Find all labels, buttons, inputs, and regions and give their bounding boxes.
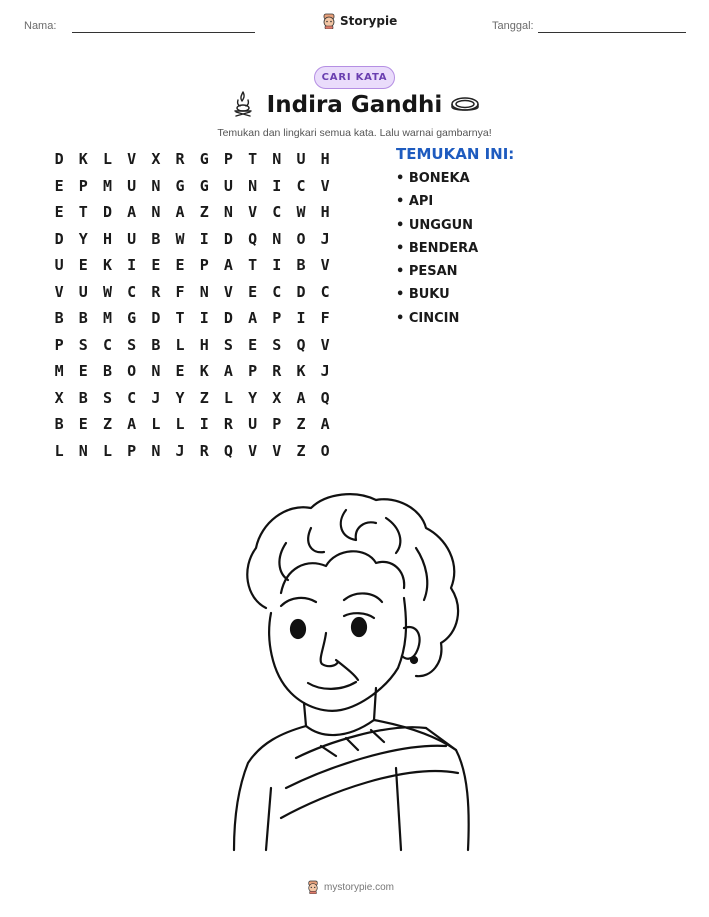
grid-letter[interactable]: V bbox=[272, 441, 282, 460]
grid-letter[interactable]: T bbox=[175, 309, 185, 328]
grid-letter[interactable]: H bbox=[320, 203, 330, 222]
grid-letter[interactable]: J bbox=[320, 229, 330, 248]
grid-letter[interactable]: G bbox=[199, 176, 209, 195]
brand-name: Storypie bbox=[340, 14, 398, 28]
grid-letter[interactable]: E bbox=[175, 256, 185, 275]
grid-letter[interactable]: Y bbox=[248, 388, 258, 407]
grid-letter[interactable]: F bbox=[320, 309, 330, 328]
grid-letter[interactable]: P bbox=[223, 150, 233, 169]
grid-letter[interactable]: G bbox=[175, 176, 185, 195]
activity-badge-label: CARI KATA bbox=[321, 72, 388, 83]
grid-letter[interactable]: C bbox=[272, 203, 282, 222]
word-list-item: • API bbox=[396, 194, 434, 210]
grid-row bbox=[47, 332, 337, 359]
grid-letter[interactable]: T bbox=[248, 256, 258, 275]
grid-letter[interactable]: J bbox=[320, 362, 330, 381]
grid-letter[interactable]: U bbox=[54, 256, 64, 275]
grid-letter[interactable]: U bbox=[78, 282, 88, 301]
grid-letter[interactable]: E bbox=[248, 282, 258, 301]
grid-letter[interactable]: Q bbox=[296, 335, 306, 354]
grid-letter[interactable]: V bbox=[54, 282, 64, 301]
grid-letter[interactable]: D bbox=[54, 150, 64, 169]
word-list-item: • PESAN bbox=[396, 264, 458, 280]
grid-letter[interactable]: E bbox=[151, 256, 161, 275]
grid-letter[interactable]: B bbox=[151, 229, 161, 248]
grid-letter[interactable]: C bbox=[102, 335, 112, 354]
grid-letter[interactable]: V bbox=[248, 203, 258, 222]
grid-letter[interactable]: O bbox=[320, 441, 330, 460]
grid-letter[interactable]: L bbox=[223, 388, 233, 407]
grid-letter[interactable]: N bbox=[248, 176, 258, 195]
grid-letter[interactable]: O bbox=[127, 362, 137, 381]
grid-letter[interactable]: R bbox=[223, 415, 233, 434]
grid-row bbox=[47, 173, 337, 200]
grid-letter[interactable]: D bbox=[151, 309, 161, 328]
grid-letter[interactable]: Z bbox=[296, 441, 306, 460]
grid-letter[interactable]: U bbox=[296, 150, 306, 169]
grid-letter[interactable]: R bbox=[272, 362, 282, 381]
word-list-item: • CINCIN bbox=[396, 310, 460, 326]
grid-letter[interactable]: C bbox=[127, 388, 137, 407]
grid-letter[interactable]: L bbox=[175, 415, 185, 434]
grid-letter[interactable]: D bbox=[223, 309, 233, 328]
grid-row bbox=[47, 226, 337, 253]
grid-letter[interactable]: R bbox=[151, 282, 161, 301]
grid-letter[interactable]: P bbox=[272, 309, 282, 328]
grid-letter[interactable]: Z bbox=[199, 203, 209, 222]
grid-letter[interactable]: E bbox=[54, 203, 64, 222]
activity-badge bbox=[314, 66, 395, 89]
grid-letter[interactable]: S bbox=[102, 388, 112, 407]
grid-letter[interactable]: D bbox=[54, 229, 64, 248]
grid-letter[interactable]: A bbox=[223, 256, 233, 275]
grid-row bbox=[47, 146, 337, 173]
grid-letter[interactable]: A bbox=[296, 388, 306, 407]
grid-letter[interactable]: A bbox=[248, 309, 258, 328]
grid-letter[interactable]: J bbox=[175, 441, 185, 460]
word-list-item: • BUKU bbox=[396, 287, 450, 303]
grid-letter[interactable]: E bbox=[248, 335, 258, 354]
grid-letter[interactable]: B bbox=[54, 309, 64, 328]
storypie-mascot-icon bbox=[322, 13, 336, 29]
grid-letter[interactable]: C bbox=[296, 176, 306, 195]
grid-letter[interactable]: N bbox=[199, 282, 209, 301]
grid-letter[interactable]: Q bbox=[223, 441, 233, 460]
grid-letter[interactable]: N bbox=[151, 441, 161, 460]
grid-letter[interactable]: E bbox=[78, 415, 88, 434]
date-label: Tanggal: bbox=[492, 20, 534, 32]
grid-letter[interactable]: B bbox=[151, 335, 161, 354]
grid-letter[interactable]: K bbox=[102, 256, 112, 275]
grid-letter[interactable]: N bbox=[151, 362, 161, 381]
grid-letter[interactable]: I bbox=[272, 256, 282, 275]
word-list-item: • BENDERA bbox=[396, 240, 479, 256]
grid-letter[interactable]: E bbox=[175, 362, 185, 381]
grid-letter[interactable]: L bbox=[175, 335, 185, 354]
grid-letter[interactable]: S bbox=[127, 335, 137, 354]
grid-letter[interactable]: P bbox=[78, 176, 88, 195]
grid-letter[interactable]: E bbox=[54, 176, 64, 195]
grid-letter[interactable]: I bbox=[199, 309, 209, 328]
grid-letter[interactable]: H bbox=[199, 335, 209, 354]
grid-letter[interactable]: G bbox=[127, 309, 137, 328]
grid-letter[interactable]: C bbox=[272, 282, 282, 301]
date-line[interactable] bbox=[538, 32, 686, 33]
grid-letter[interactable]: R bbox=[199, 441, 209, 460]
grid-row bbox=[47, 199, 337, 226]
grid-letter[interactable]: S bbox=[223, 335, 233, 354]
grid-letter[interactable]: S bbox=[78, 335, 88, 354]
grid-letter[interactable]: P bbox=[54, 335, 64, 354]
word-list bbox=[396, 145, 514, 334]
word-list-item: • BONEKA bbox=[396, 171, 470, 186]
grid-letter[interactable]: R bbox=[175, 150, 185, 169]
grid-letter[interactable]: X bbox=[151, 150, 161, 169]
grid-letter[interactable]: S bbox=[272, 335, 282, 354]
grid-letter[interactable]: L bbox=[102, 441, 112, 460]
word-list-item: • UNGGUN bbox=[396, 217, 474, 233]
grid-letter[interactable]: M bbox=[102, 176, 112, 195]
grid-letter[interactable]: L bbox=[102, 150, 112, 169]
grid-letter[interactable]: N bbox=[151, 176, 161, 195]
grid-letter[interactable]: G bbox=[199, 150, 209, 169]
grid-letter[interactable]: H bbox=[320, 150, 330, 169]
grid-letter[interactable]: C bbox=[320, 282, 330, 301]
grid-letter[interactable]: M bbox=[102, 309, 112, 328]
word-search-grid bbox=[47, 146, 337, 464]
grid-letter[interactable]: U bbox=[127, 176, 137, 195]
grid-letter[interactable]: N bbox=[78, 441, 88, 460]
grid-letter[interactable]: N bbox=[151, 203, 161, 222]
grid-letter[interactable]: W bbox=[102, 282, 112, 301]
storypie-footer-icon bbox=[307, 880, 319, 894]
grid-row bbox=[47, 358, 337, 385]
instructions: Temukan dan lingkari semua kata. Lalu warnai gambarnya! bbox=[217, 127, 492, 139]
grid-letter[interactable]: D bbox=[296, 282, 306, 301]
grid-row bbox=[47, 411, 337, 438]
brand-logo bbox=[322, 13, 397, 29]
grid-row bbox=[47, 438, 337, 465]
grid-letter[interactable]: V bbox=[320, 335, 330, 354]
grid-letter[interactable]: D bbox=[102, 203, 112, 222]
grid-letter[interactable]: K bbox=[199, 362, 209, 381]
grid-letter[interactable]: A bbox=[127, 415, 137, 434]
grid-letter[interactable]: P bbox=[127, 441, 137, 460]
grid-letter[interactable]: I bbox=[272, 176, 282, 195]
grid-letter[interactable]: V bbox=[320, 176, 330, 195]
grid-letter[interactable]: P bbox=[272, 415, 282, 434]
grid-letter[interactable]: N bbox=[272, 150, 282, 169]
grid-row bbox=[47, 305, 337, 332]
grid-letter[interactable]: I bbox=[127, 256, 137, 275]
grid-letter[interactable]: B bbox=[296, 256, 306, 275]
grid-letter[interactable]: B bbox=[78, 309, 88, 328]
grid-letter[interactable]: B bbox=[54, 415, 64, 434]
grid-letter[interactable]: Z bbox=[296, 415, 306, 434]
footer bbox=[307, 880, 394, 894]
grid-letter[interactable]: P bbox=[199, 256, 209, 275]
grid-letter[interactable]: X bbox=[54, 388, 64, 407]
footer-url[interactable]: mystorypie.com bbox=[324, 881, 395, 893]
grid-letter[interactable]: E bbox=[78, 362, 88, 381]
grid-letter[interactable]: T bbox=[248, 150, 258, 169]
grid-letter[interactable]: A bbox=[175, 203, 185, 222]
name-line[interactable] bbox=[72, 32, 255, 33]
grid-letter[interactable]: W bbox=[296, 203, 306, 222]
grid-letter[interactable]: Y bbox=[175, 388, 185, 407]
grid-letter[interactable]: O bbox=[296, 229, 306, 248]
grid-letter[interactable]: A bbox=[223, 362, 233, 381]
grid-letter[interactable]: L bbox=[54, 441, 64, 460]
grid-letter[interactable]: H bbox=[102, 229, 112, 248]
grid-row bbox=[47, 279, 337, 306]
grid-letter[interactable]: U bbox=[127, 229, 137, 248]
grid-letter[interactable]: D bbox=[223, 229, 233, 248]
grid-letter[interactable]: V bbox=[223, 282, 233, 301]
grid-letter[interactable]: I bbox=[199, 229, 209, 248]
grid-letter[interactable]: N bbox=[272, 229, 282, 248]
grid-letter[interactable]: J bbox=[151, 388, 161, 407]
grid-letter[interactable]: E bbox=[78, 256, 88, 275]
grid-letter[interactable]: A bbox=[320, 415, 330, 434]
grid-letter[interactable]: P bbox=[248, 362, 258, 381]
name-label: Nama: bbox=[24, 20, 57, 32]
grid-letter[interactable]: K bbox=[78, 150, 88, 169]
grid-letter[interactable]: W bbox=[175, 229, 185, 248]
grid-letter[interactable]: B bbox=[102, 362, 112, 381]
grid-letter[interactable]: N bbox=[223, 203, 233, 222]
grid-letter[interactable]: Z bbox=[102, 415, 112, 434]
grid-row bbox=[47, 252, 337, 279]
page-title: Indira Gandhi bbox=[266, 92, 443, 118]
grid-letter[interactable]: B bbox=[78, 388, 88, 407]
grid-letter[interactable]: I bbox=[296, 309, 306, 328]
grid-letter[interactable]: F bbox=[175, 282, 185, 301]
grid-letter[interactable]: V bbox=[320, 256, 330, 275]
grid-letter[interactable]: V bbox=[248, 441, 258, 460]
indira-gandhi-illustration bbox=[226, 488, 476, 853]
grid-letter[interactable]: T bbox=[78, 203, 88, 222]
grid-letter[interactable]: U bbox=[223, 176, 233, 195]
grid-letter[interactable]: M bbox=[54, 362, 64, 381]
grid-letter[interactable]: Z bbox=[199, 388, 209, 407]
grid-row bbox=[47, 385, 337, 412]
word-list-title: TEMUKAN INI: bbox=[396, 145, 515, 163]
grid-letter[interactable]: Q bbox=[248, 229, 258, 248]
grid-letter[interactable]: C bbox=[127, 282, 137, 301]
ring-icon bbox=[450, 95, 480, 115]
grid-letter[interactable]: I bbox=[199, 415, 209, 434]
grid-letter[interactable]: Q bbox=[320, 388, 330, 407]
grid-letter[interactable]: Y bbox=[78, 229, 88, 248]
grid-letter[interactable]: A bbox=[127, 203, 137, 222]
grid-letter[interactable]: V bbox=[127, 150, 137, 169]
grid-letter[interactable]: L bbox=[151, 415, 161, 434]
grid-letter[interactable]: K bbox=[296, 362, 306, 381]
grid-letter[interactable]: U bbox=[248, 415, 258, 434]
grid-letter[interactable]: X bbox=[272, 388, 282, 407]
